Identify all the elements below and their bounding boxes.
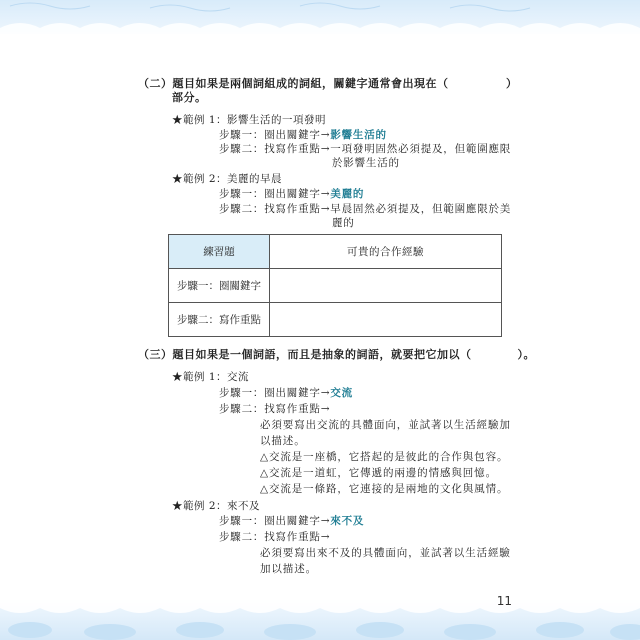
section2-example1-step2: 步驟二：找寫作重點→一項發明固然必須提及，但範圍應限 [219,143,512,155]
practice-table-header-row [169,235,502,269]
practice-step2-answer-cell[interactable] [270,303,502,337]
section3-example1-step1 [219,386,353,400]
practice-table-row [169,269,502,303]
practice-table [168,234,502,337]
section2-example1-step1 [219,128,387,142]
step1-prefix: 步驟一：圈出關鍵字→ [219,387,331,399]
practice-table-row [169,303,502,337]
keyword-highlight: 美麗的 [330,188,365,200]
section3-example2-desc: 必須要寫出來不及的具體面向，並試著以生活經驗 [260,547,511,559]
section2-example1-step2-cont: 於影響生活的 [332,157,400,169]
section3-heading: （三）題目如果是一個詞語，而且是抽象的詞語，就要把它加以（ ）。 [138,348,535,361]
section3-example1-desc-cont: 以描述。 [260,435,306,447]
section3-example2-title: ★範例 2：來不及 [172,500,261,512]
practice-step2-label: 步驟二：寫作重點 [169,303,270,337]
bottom-decorative-band [0,600,640,640]
section3-example1-bullet: △交流是一條路，它連接的是兩地的文化與風情。 [260,483,509,495]
section3-example2-desc-cont: 加以描述。 [260,563,317,575]
section3-example2-step1 [219,514,364,528]
section2-example2-step1 [219,187,364,201]
section2-example2-step2-cont: 麗的 [332,217,355,229]
keyword-highlight: 交流 [330,387,353,399]
practice-step1-label: 步驟一：圈關鍵字 [169,269,270,303]
section3-example1-bullet: △交流是一座橋，它搭起的是彼此的合作與包容。 [260,451,509,463]
section2-example1-title: ★範例 1：影響生活的一項發明 [172,114,327,126]
keyword-highlight: 影響生活的 [330,129,387,141]
practice-header-label: 練習題 [169,235,270,269]
top-decorative-band [0,0,640,34]
page-number: 11 [496,594,512,608]
section3-example1-title: ★範例 1：交流 [172,371,250,383]
section3-example1-bullet: △交流是一道虹，它傳遞的兩邊的情感與回憶。 [260,467,497,479]
step1-prefix: 步驟一：圈出關鍵字→ [219,129,331,141]
section2-example2-title: ★範例 2：美麗的早晨 [172,173,283,185]
step1-prefix: 步驟一：圈出關鍵字→ [219,188,331,200]
section2-heading-continuation: 部分。 [172,91,207,104]
practice-step1-answer-cell[interactable] [270,269,502,303]
section3-example1-desc: 必須要寫出交流的具體面向，並試著以生活經驗加 [260,419,511,431]
section2-heading: （二）題目如果是兩個詞組成的詞組，關鍵字通常會出現在（ ） [138,77,518,90]
section3-example1-step2: 步驟二：找寫作重點→ [219,403,331,415]
step1-prefix: 步驟一：圈出關鍵字→ [219,515,331,527]
keyword-highlight: 來不及 [330,515,365,527]
section2-example2-step2: 步驟二：找寫作重點→早晨固然必須提及，但範圍應限於美 [219,203,512,215]
practice-header-value: 可貴的合作經驗 [270,235,502,269]
section3-example2-step2: 步驟二：找寫作重點→ [219,531,331,543]
